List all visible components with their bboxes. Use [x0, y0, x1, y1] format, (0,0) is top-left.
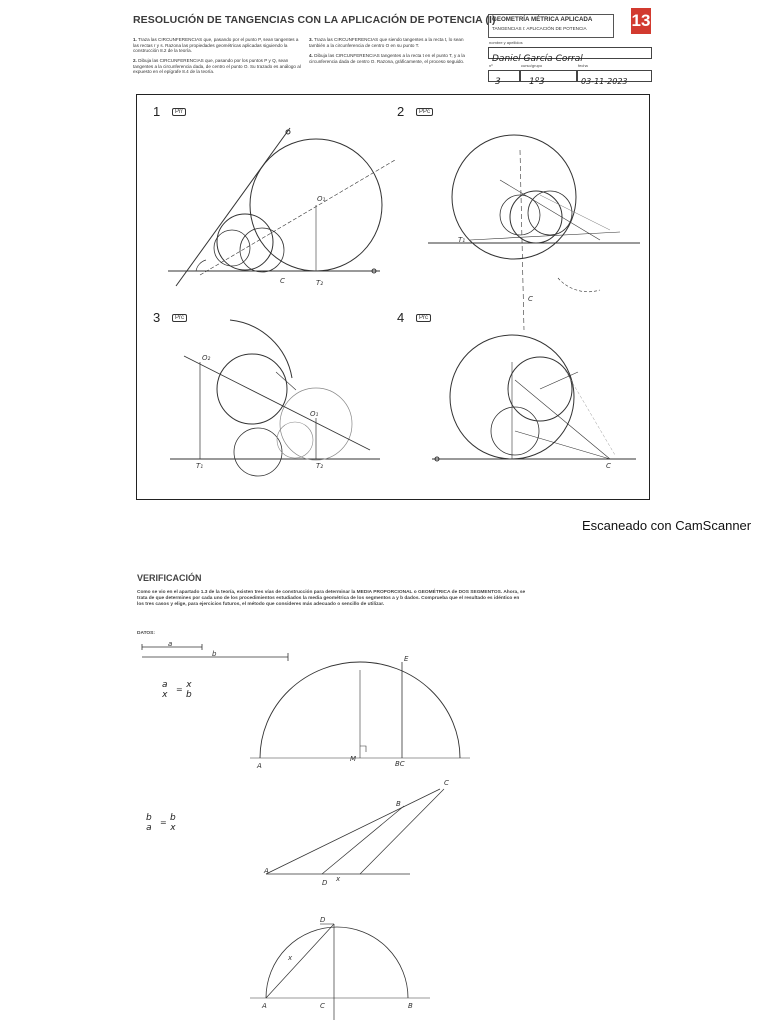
problem-1-number: 1: [153, 104, 161, 119]
problem-3-drawing: [170, 320, 380, 476]
c3-label-d: D: [320, 916, 326, 924]
c3-label-a: A: [262, 1002, 267, 1010]
subject-subtitle: TANGENCIAS I: APLICACIÓN DE POTENCIA: [492, 26, 587, 31]
verification-construction-3: [250, 924, 430, 1020]
datos-label: DATOS:: [137, 631, 155, 636]
c1-label-m: M: [350, 755, 357, 763]
c1-label-bc: BC: [395, 760, 405, 768]
name-label: nombre y apellidos: [489, 40, 523, 45]
p2-label-t1: T₁: [458, 236, 466, 244]
p2-label-c: C: [528, 295, 533, 303]
seg-b-label: b: [212, 650, 217, 658]
p4-label-c: C: [606, 462, 611, 470]
sheet-number-badge: 13: [631, 8, 651, 34]
verification-text: Como se vio en el apartado 1.3 de la teoría, existen tres vías de construcción para determinar la MEDIA PROPORCIONAL o GEOMÉTRICA de DOS SEGMENTOS. Ahora, se trata de que determines por cada uno de los procedimientos estudiados la media geométrica de los segmentos a y b dados. Comprueba que el resultado es idéntico en los tres casos y elige, para ejercicios futuros, el método que consideres más adecuado o sencillo de utilizar.: [137, 590, 526, 608]
problem-2-tag: PPc: [416, 108, 433, 116]
formula-1-equals: =: [176, 685, 183, 694]
instruction-3: 3. Traza las CIRCUNFERENCIAS que siendo tangentes a la recta t, lo sean también a la circunferencia de centro O en su punto T.: [309, 37, 464, 48]
formula-2-right: b x: [170, 813, 176, 833]
group-field: 1º3: [520, 70, 577, 82]
problem-1-tag: Prr: [172, 108, 186, 116]
c3-label-x: x: [288, 954, 293, 962]
c2-label-c: C: [444, 779, 449, 787]
c2-label-d: D: [322, 879, 328, 887]
c3-label-c: C: [320, 1002, 325, 1010]
scanner-watermark: Escaneado con CamScanner: [582, 518, 752, 533]
p1-label-t2: T₂: [316, 279, 324, 287]
c3-label-b: B: [408, 1002, 413, 1010]
p3-label-t2: T₂: [316, 462, 324, 470]
c1-label-a: A: [257, 762, 262, 770]
problem-4-number: 4: [397, 310, 405, 325]
verification-title: VERIFICACIÓN: [137, 573, 202, 583]
problem-3-number: 3: [153, 310, 161, 325]
formula-2-equals: =: [160, 818, 167, 827]
worksheet-title: RESOLUCIÓN DE TANGENCIAS CON LA APLICACIÓN DE POTENCIA (I): [133, 14, 496, 26]
c2-label-a: A: [264, 867, 269, 875]
instruction-2: 2. Dibuja las CIRCUNFERENCIAS que, pasando por los puntos P y Q, sean tangentes a la circunferencia dada, de centro el punto O. Su trazado es análogo al expuesto en el epígrafe 8.4 de la teoría.: [133, 58, 301, 75]
name-field: Daniel García Corral: [488, 47, 652, 59]
group-label: curso/grupo: [521, 63, 543, 68]
problem-2-drawing: [428, 135, 640, 330]
formula-2: b a: [146, 813, 152, 833]
instruction-4: 4. Dibuja las CIRCUNFERENCIAS tangentes a la recta t en el punto T, y a la circunferencia dada de centro O. Razona, gráficamente, el proceso seguido.: [309, 53, 465, 64]
p3-label-o2: O₂: [202, 354, 211, 362]
subject-title: GEOMETRÍA MÉTRICA APLICADA: [492, 16, 593, 23]
p1-label-c: C: [280, 277, 285, 285]
instruction-1: 1. Traza las CIRCUNFERENCIAS que, pasando por el punto P, sean tangentes a las rectas r y s. Razona las propiedades geométricas aplicadas siguiendo la construcción 8.2 de la teoría.: [133, 37, 299, 54]
seg-a-label: a: [168, 640, 173, 648]
c2-label-x: x: [336, 875, 341, 883]
problem-3-tag: Prc: [172, 314, 187, 322]
p3-label-t1: T₁: [196, 462, 204, 470]
problem-1-drawing: [168, 128, 395, 286]
num-field: 3: [488, 70, 520, 82]
p1-label-o1: O₁: [317, 195, 326, 203]
p3-label-o1: O₁: [310, 410, 319, 418]
verification-construction-2: [266, 789, 444, 874]
formula-1: a x: [162, 680, 168, 700]
num-label: nº: [489, 63, 493, 68]
c1-label-e: E: [404, 655, 409, 663]
date-field: 03-11-2023: [577, 70, 652, 82]
problem-4-tag: Prc: [416, 314, 431, 322]
problem-4-drawing: [432, 335, 636, 461]
date-label: fecha: [578, 63, 588, 68]
formula-1-right: x b: [186, 680, 192, 700]
problem-2-number: 2: [397, 104, 405, 119]
c2-label-b: B: [396, 800, 401, 808]
verification-construction-1: [142, 644, 470, 758]
